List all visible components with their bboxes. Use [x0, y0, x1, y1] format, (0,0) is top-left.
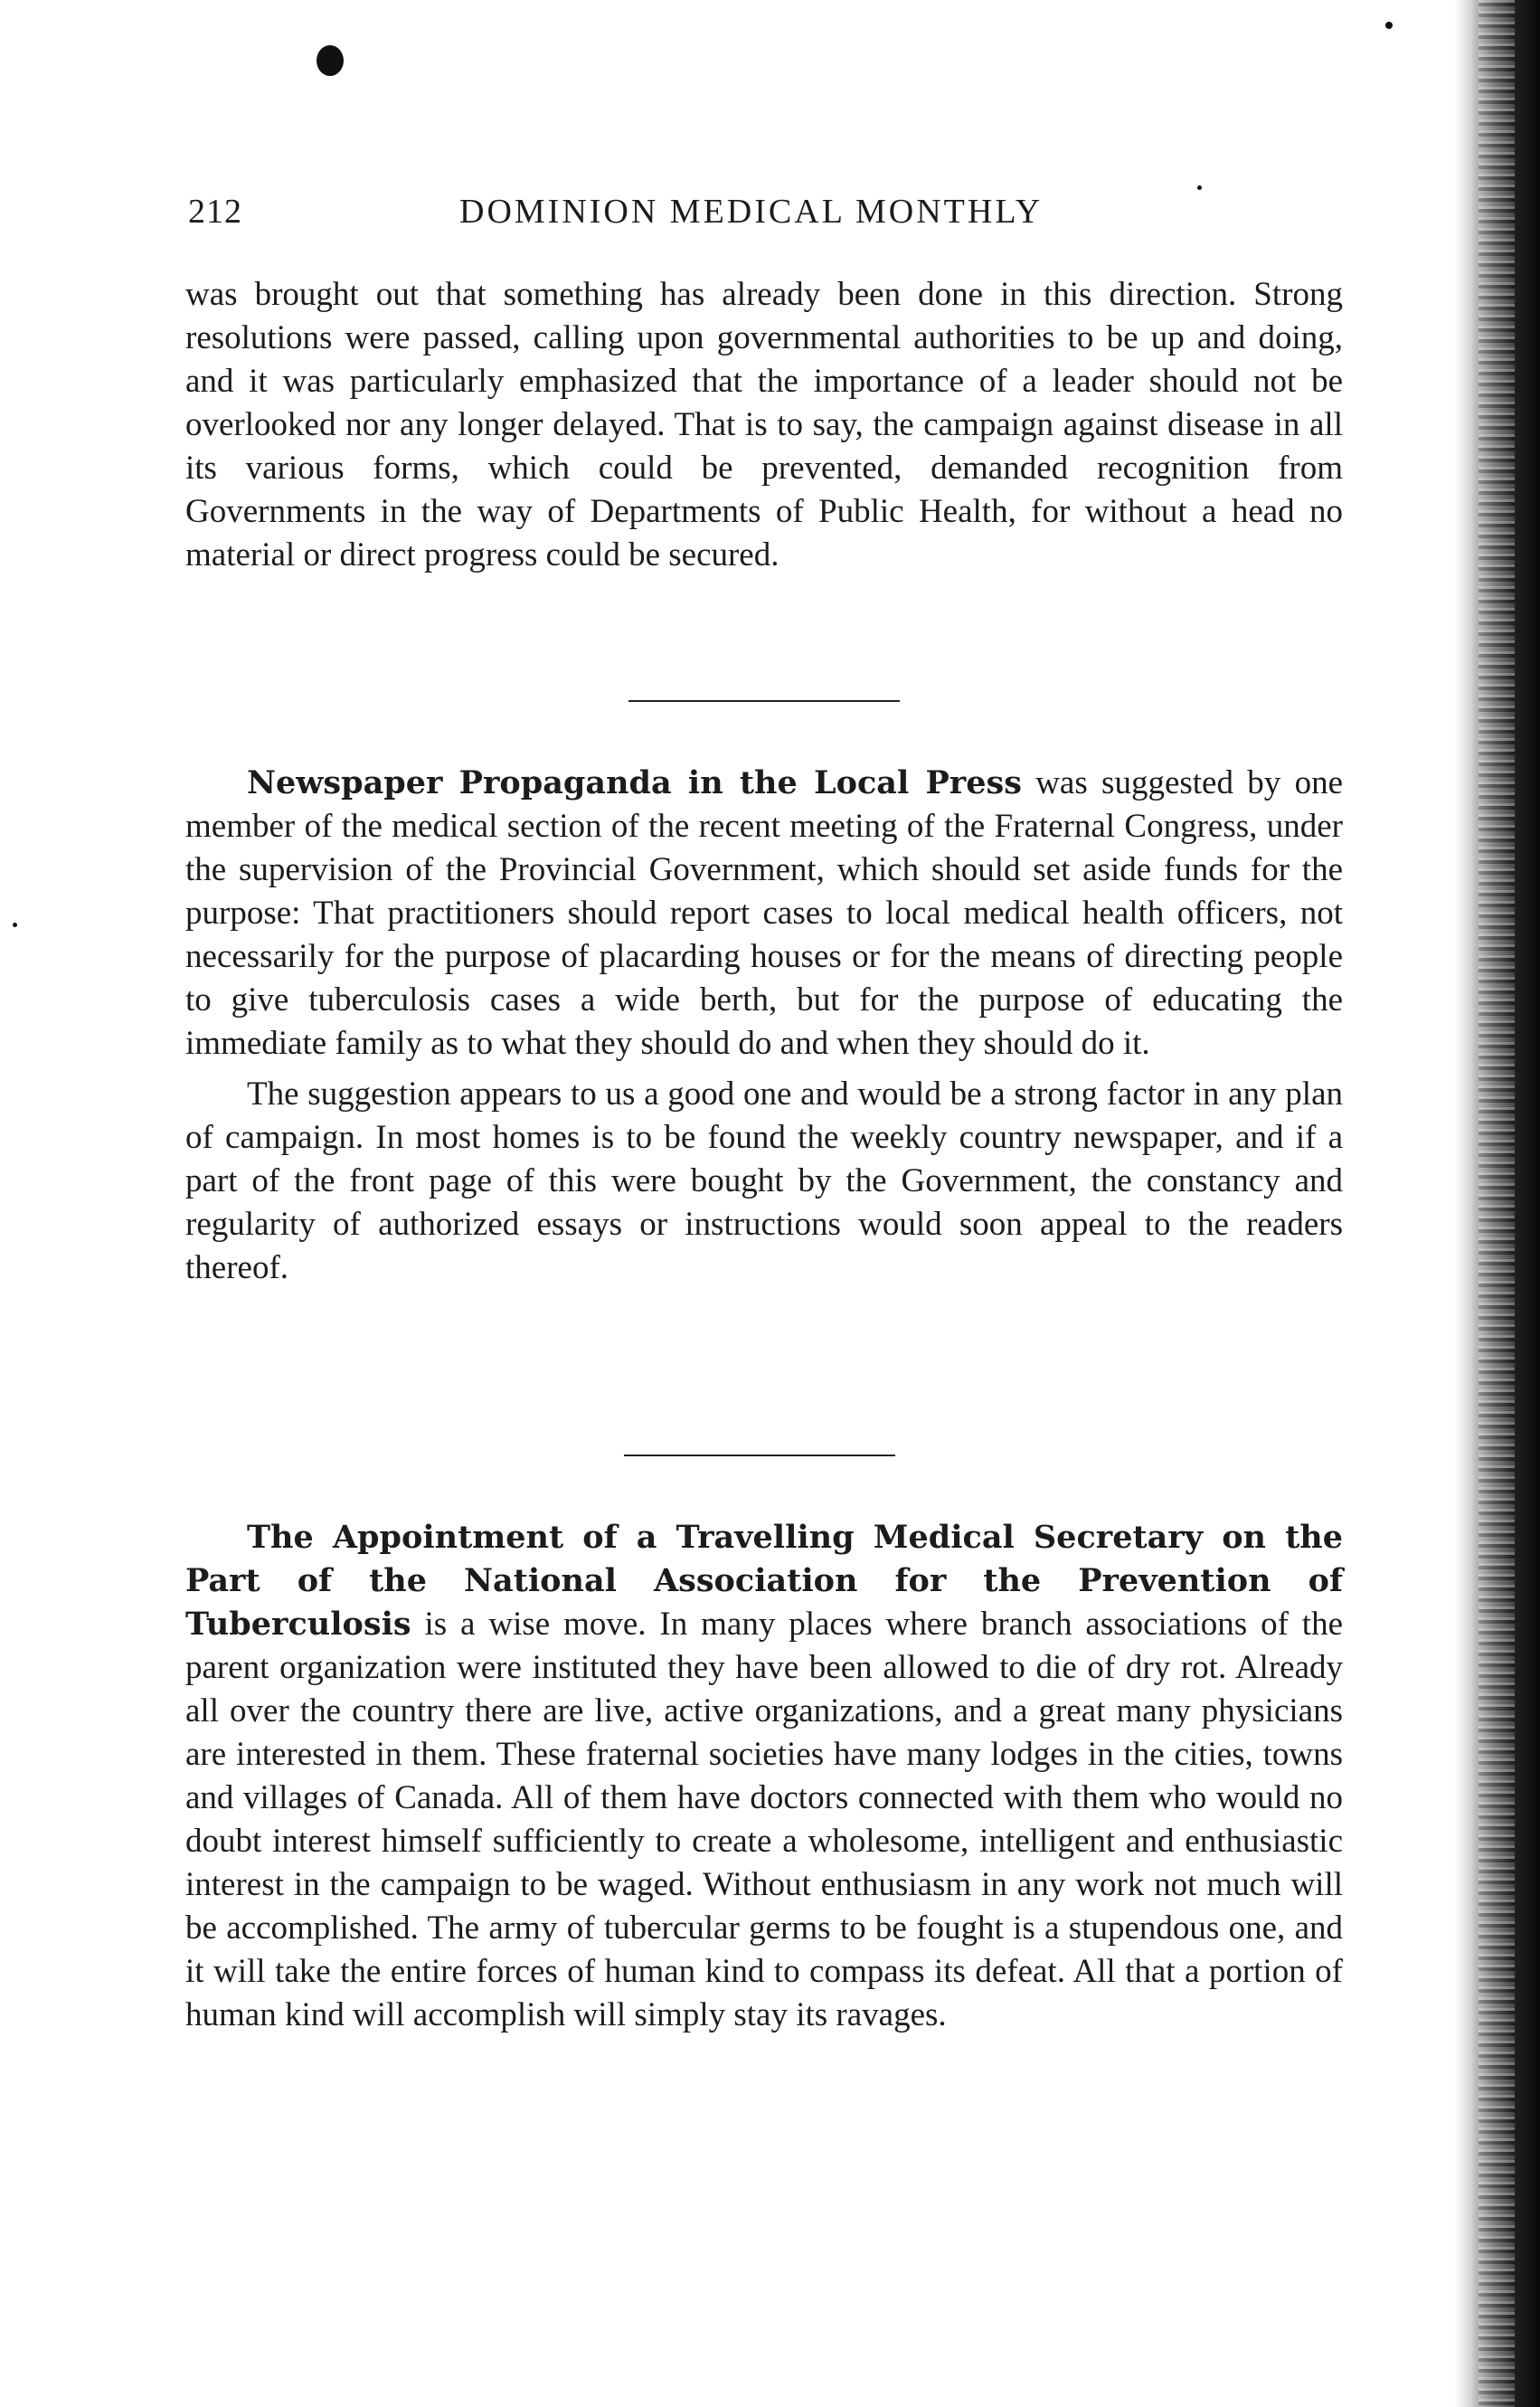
- paragraph-continuation: was brought out that something has already been done in this direction. Strong resolutions were passed, calling upon governmental authorities to be up and doing, and it was particularly emphasized that the importance of a leader should not be overlooked nor any longer delayed. That is to say, the campaign against disease in all its various forms, which could be prevented, demanded recognition from Governments in the way of Departments of Public Health, for without a head no material or direct progress could be secured.: [185, 276, 1343, 573]
- section-continuation: [185, 273, 1343, 577]
- journal-title: DOMINION MEDICAL MONTHLY: [459, 193, 1044, 231]
- paragraph-text: was suggested by one member of the medical section of the recent meeting of the Fraternal Congress, under the supervision of the Provincial Government, which should set aside funds for the purpose: That practitioners should report cases to local medical health officers, not necessarily for the purpose of placarding houses or for the means of directing people to give tuberculosis cases a wide berth, but for the purpose of educating the immediate family as to what they should do and when they should do it.: [185, 764, 1343, 1062]
- section-newspaper-propaganda: [185, 762, 1343, 1290]
- ink-speck: [1385, 22, 1393, 29]
- ink-speck: [1197, 185, 1202, 190]
- section-divider: [628, 700, 900, 702]
- section-heading: The Appointment of a Travelling Medical Secretary on the Part of the National Association for the Prevention of Tuberculosis: [185, 1519, 1343, 1643]
- paragraph-newspaper-propaganda: [185, 762, 1343, 1066]
- ink-speck: [13, 923, 17, 927]
- running-head: [188, 192, 1110, 246]
- section-travelling-secretary: [185, 1516, 1343, 2037]
- paragraph-text: is a wise move. In many places where branch associations of the parent organization were instituted they have been allowed to die of dry rot. Already all over the country there are live, active organizations, and a great many physicians are interested in them. These fraternal societies have many lodges in the cities, towns and villages of Canada. All of them have doctors connected with them who would no doubt interest himself sufficiently to create a wholesome, intelligent and enthusiastic interest in the campaign to be waged. Without enthusiasm in any work not much will be accomplished. The army of tubercular germs to be fought is a stupendous one, and it will take the entire forces of human kind to compass its defeat. All that a portion of human kind will accomplish will simply stay its ravages.: [185, 1606, 1343, 2033]
- ink-blot: [317, 45, 344, 76]
- page-edge-texture: [1479, 0, 1515, 2407]
- section-divider: [624, 1455, 895, 1456]
- paragraph-suggestion: The suggestion appears to us a good one and would be a strong factor in any plan of campaign. In most homes is to be found the weekly country newspaper, and if a part of the front page of this were bought by the Government, the constancy and regularity of authorized essays or instructions would soon appeal to the readers thereof.: [185, 1076, 1343, 1286]
- section-heading: Newspaper Propaganda in the Local Press: [247, 764, 1022, 801]
- paragraph-travelling-secretary: [185, 1516, 1343, 2037]
- page-number: 212: [188, 193, 242, 231]
